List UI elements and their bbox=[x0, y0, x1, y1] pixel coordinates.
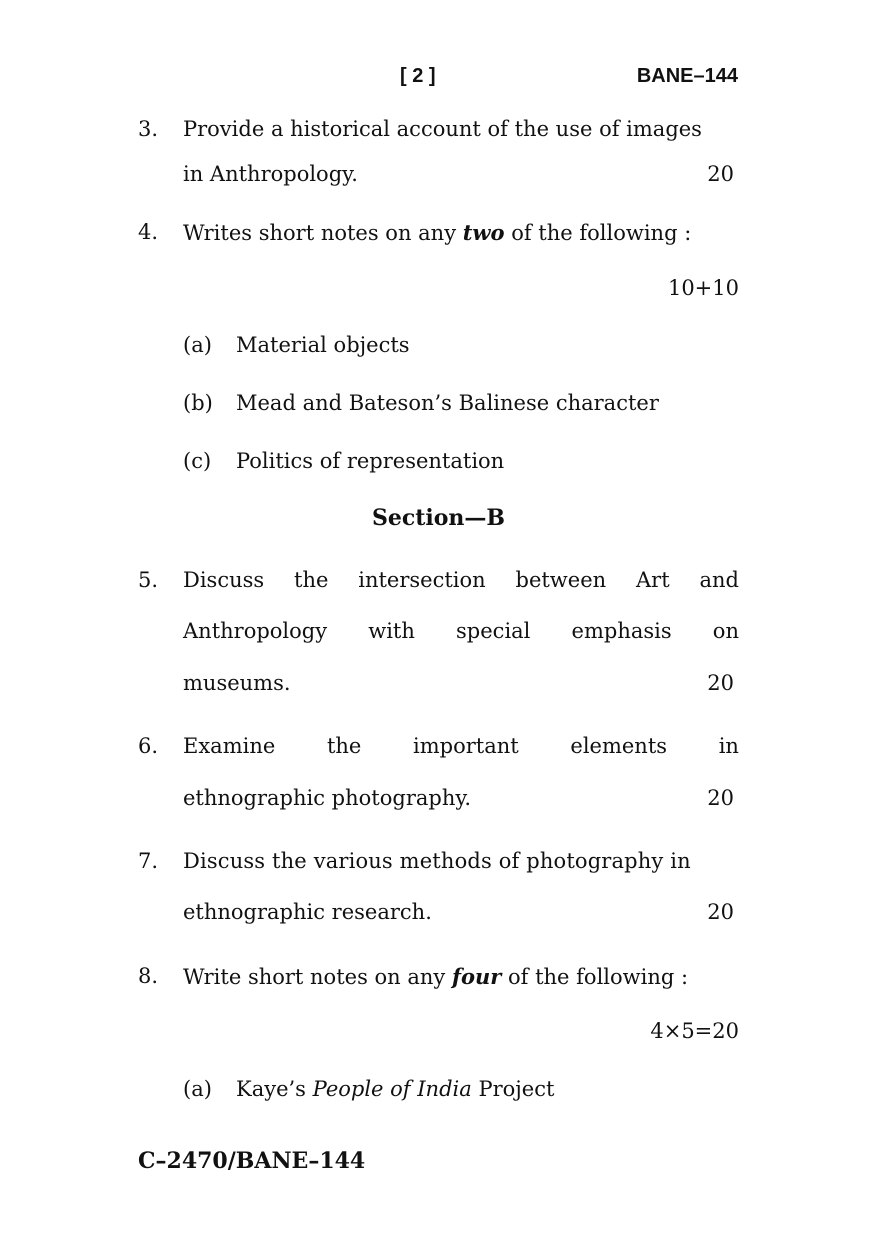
question-6-number: 6. bbox=[138, 734, 159, 758]
word: intersection bbox=[358, 568, 486, 592]
section-b-heading: Section—B bbox=[371, 505, 506, 531]
question-8-text bbox=[183, 966, 688, 988]
question-8-item-a-text bbox=[236, 1079, 554, 1100]
question-4-text-after: of the following : bbox=[504, 221, 692, 245]
word: between bbox=[515, 568, 607, 592]
question-4-item-c-label: (c) bbox=[183, 449, 212, 473]
question-3-marks: 20 bbox=[707, 162, 734, 186]
word: elements bbox=[570, 734, 668, 758]
word: the bbox=[294, 568, 329, 592]
word: Anthropology bbox=[183, 619, 328, 643]
word: in bbox=[718, 734, 739, 758]
word: Art bbox=[636, 568, 670, 592]
question-4-text-before: Writes short notes on any bbox=[183, 221, 463, 245]
question-8-item-a-label: (a) bbox=[183, 1077, 212, 1101]
question-6-line1 bbox=[183, 736, 739, 757]
question-5-line1 bbox=[183, 570, 739, 591]
question-8-text-after: of the following : bbox=[501, 965, 689, 989]
paper-code-footer: C–2470/BANE–144 bbox=[138, 1148, 366, 1174]
question-8-emphasis: four bbox=[451, 964, 502, 989]
word: with bbox=[368, 619, 415, 643]
question-7-line1: Discuss the various methods of photography in bbox=[183, 849, 691, 873]
question-5-number: 5. bbox=[138, 568, 159, 592]
question-4-item-b-text: Mead and Bateson’s Balinese character bbox=[236, 391, 659, 415]
word: special bbox=[456, 619, 531, 643]
question-4-item-b-label: (b) bbox=[183, 391, 213, 415]
question-4-number: 4. bbox=[138, 220, 159, 244]
question-8-number: 8. bbox=[138, 964, 159, 988]
word: Discuss bbox=[183, 568, 265, 592]
page-number: [ 2 ] bbox=[400, 65, 436, 87]
question-5-marks: 20 bbox=[707, 671, 734, 695]
question-3-line1: Provide a historical account of the use of images bbox=[183, 117, 702, 141]
question-7-number: 7. bbox=[138, 849, 159, 873]
question-7-line2: ethnographic research. bbox=[183, 900, 432, 924]
question-4-item-c-text: Politics of representation bbox=[236, 449, 505, 473]
question-6-line2: ethnographic photography. bbox=[183, 786, 472, 810]
question-6-marks: 20 bbox=[707, 786, 734, 810]
question-4-text bbox=[183, 222, 691, 244]
question-7-marks: 20 bbox=[707, 900, 734, 924]
question-5-line2 bbox=[183, 621, 739, 642]
question-8-marks: 4×5=20 bbox=[650, 1019, 739, 1043]
question-4-emphasis: two bbox=[462, 220, 505, 245]
question-4-item-a-text: Material objects bbox=[236, 333, 410, 357]
item-a-prefix: Kaye’s bbox=[236, 1077, 313, 1101]
item-a-italic-title: People of India bbox=[312, 1077, 472, 1101]
question-3-line2: in Anthropology. bbox=[183, 162, 358, 186]
question-4-item-a-label: (a) bbox=[183, 333, 212, 357]
word: important bbox=[413, 734, 519, 758]
word: on bbox=[712, 619, 739, 643]
word: the bbox=[326, 734, 362, 758]
question-8-text-before: Write short notes on any bbox=[183, 965, 452, 989]
paper-code-header: BANE–144 bbox=[636, 65, 738, 87]
item-a-suffix: Project bbox=[471, 1077, 555, 1101]
word: emphasis bbox=[571, 619, 672, 643]
word: and bbox=[699, 568, 739, 592]
question-3-number: 3. bbox=[138, 117, 159, 141]
word: Examine bbox=[183, 734, 276, 758]
question-5-line3: museums. bbox=[183, 671, 291, 695]
question-4-marks: 10+10 bbox=[667, 276, 739, 300]
